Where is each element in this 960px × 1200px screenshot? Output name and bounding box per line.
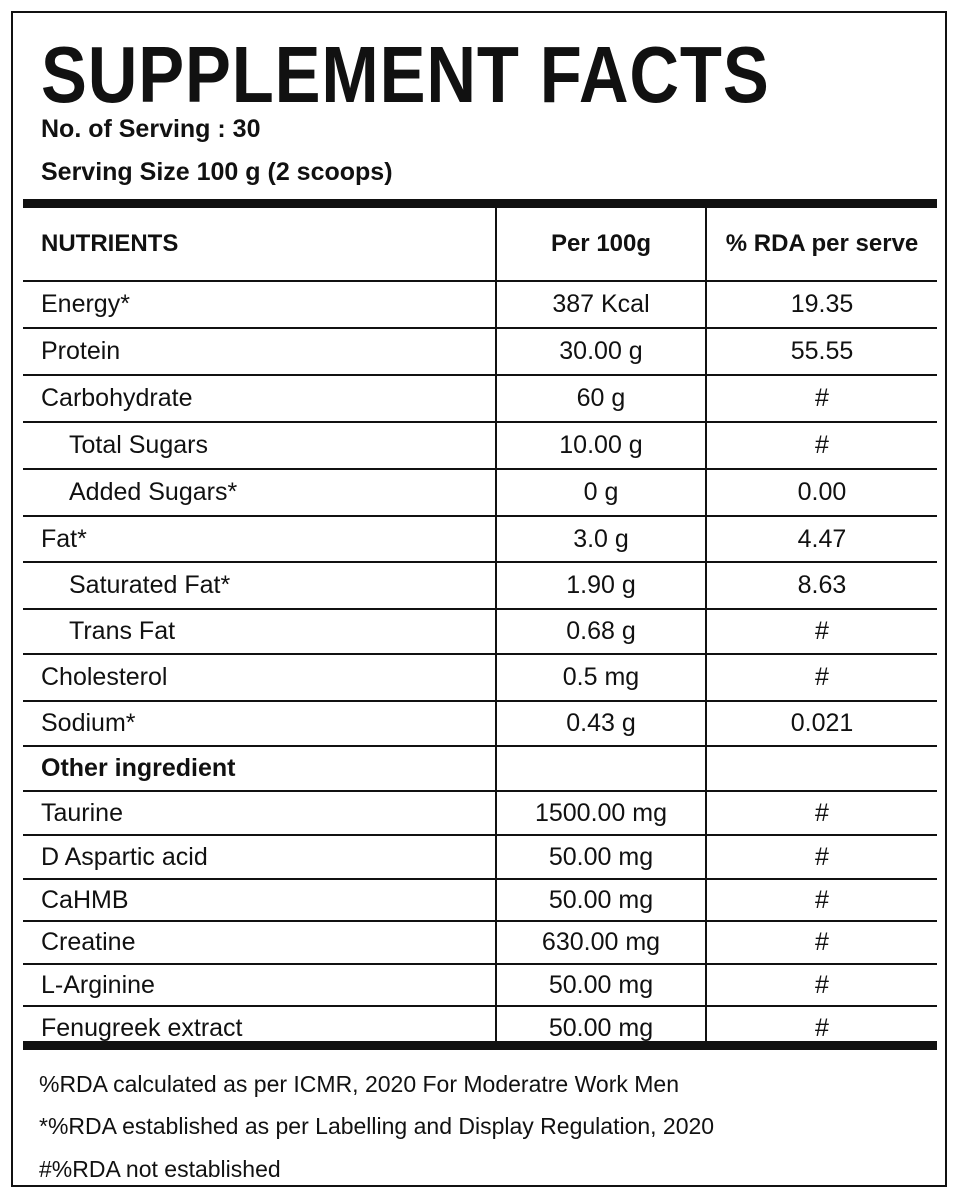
- nutrient-name: Trans Fat: [69, 617, 176, 645]
- nutrient-name: Total Sugars: [69, 431, 208, 459]
- table-row: [23, 965, 937, 1007]
- per-100g-value: 1.90 g: [495, 563, 705, 608]
- per-100g-value: 50.00 mg: [495, 880, 705, 920]
- nutrient-name: Other ingredient: [41, 754, 236, 782]
- rda-value: #: [705, 792, 937, 834]
- table-row: [23, 376, 937, 423]
- per-100g-value: 60 g: [495, 376, 705, 421]
- rda-value: #: [705, 836, 937, 878]
- column-header-per-100g: Per 100g: [495, 208, 705, 280]
- nutrient-name: Saturated Fat*: [69, 571, 231, 599]
- rda-value: 19.35: [705, 282, 937, 327]
- bottom-divider: [23, 1041, 937, 1050]
- nutrient-name: CaHMB: [41, 885, 129, 914]
- table-row: [23, 282, 937, 329]
- table-row: [23, 470, 937, 517]
- table-row: [23, 747, 937, 792]
- table-row: [23, 610, 937, 655]
- rda-value: [705, 747, 937, 790]
- nutrition-table: [23, 208, 937, 1049]
- per-100g-value: 1500.00 mg: [495, 792, 705, 834]
- rda-value: 0.00: [705, 470, 937, 515]
- per-100g-value: 630.00 mg: [495, 922, 705, 963]
- rda-value: 8.63: [705, 563, 937, 608]
- table-row: [23, 517, 937, 563]
- page-title: SUPPLEMENT FACTS: [41, 30, 770, 119]
- per-100g-value: 50.00 mg: [495, 1007, 705, 1049]
- table-row: [23, 836, 937, 880]
- table-row: [23, 922, 937, 965]
- table-header-row: [23, 208, 937, 282]
- supplement-facts-panel: [11, 11, 947, 1187]
- footnote-not-established: #%RDA not established: [39, 1156, 281, 1182]
- rda-value: 4.47: [705, 517, 937, 561]
- footnote-icmr: %RDA calculated as per ICMR, 2020 For Moderatre Work Men: [39, 1071, 679, 1097]
- rda-value: 0.021: [705, 702, 937, 745]
- per-100g-value: 0.5 mg: [495, 655, 705, 700]
- nutrient-name: Fenugreek extract: [41, 1013, 243, 1042]
- per-100g-value: 50.00 mg: [495, 965, 705, 1005]
- nutrient-name: Sodium*: [41, 709, 136, 737]
- table-row: [23, 423, 937, 470]
- table-row: [23, 792, 937, 836]
- column-header-rda: % RDA per serve: [705, 208, 937, 280]
- rda-value: #: [705, 965, 937, 1005]
- servings-count: No. of Serving : 30: [41, 115, 261, 143]
- per-100g-value: [495, 747, 705, 790]
- per-100g-value: 0 g: [495, 470, 705, 515]
- rda-value: #: [705, 376, 937, 421]
- table-row: [23, 702, 937, 747]
- nutrient-name: Cholesterol: [41, 663, 168, 691]
- rda-value: #: [705, 922, 937, 963]
- per-100g-value: 0.43 g: [495, 702, 705, 745]
- nutrient-name: Fat*: [41, 524, 87, 553]
- table-row: [23, 655, 937, 702]
- table-row: [23, 880, 937, 922]
- footnote-regulation: *%RDA established as per Labelling and Display Regulation, 2020: [39, 1113, 715, 1139]
- nutrient-name: Energy*: [41, 290, 130, 318]
- per-100g-value: 30.00 g: [495, 329, 705, 374]
- nutrient-name: D Aspartic acid: [41, 842, 208, 871]
- rda-value: #: [705, 423, 937, 468]
- rda-value: #: [705, 1007, 937, 1049]
- nutrient-name: Carbohydrate: [41, 384, 193, 412]
- rda-value: #: [705, 655, 937, 700]
- per-100g-value: 3.0 g: [495, 517, 705, 561]
- table-row: [23, 563, 937, 610]
- per-100g-value: 50.00 mg: [495, 836, 705, 878]
- rda-value: #: [705, 880, 937, 920]
- column-header-nutrients: NUTRIENTS: [41, 230, 179, 257]
- rda-value: 55.55: [705, 329, 937, 374]
- table-row: [23, 329, 937, 376]
- nutrient-name: Protein: [41, 337, 121, 365]
- nutrient-name: L-Arginine: [41, 970, 155, 999]
- top-divider: [23, 199, 937, 208]
- nutrient-name: Added Sugars*: [69, 478, 238, 506]
- nutrient-name: Creatine: [41, 928, 136, 956]
- nutrient-name: Taurine: [41, 798, 123, 827]
- per-100g-value: 10.00 g: [495, 423, 705, 468]
- rda-value: #: [705, 610, 937, 653]
- per-100g-value: 387 Kcal: [495, 282, 705, 327]
- serving-size: Serving Size 100 g (2 scoops): [41, 158, 393, 186]
- per-100g-value: 0.68 g: [495, 610, 705, 653]
